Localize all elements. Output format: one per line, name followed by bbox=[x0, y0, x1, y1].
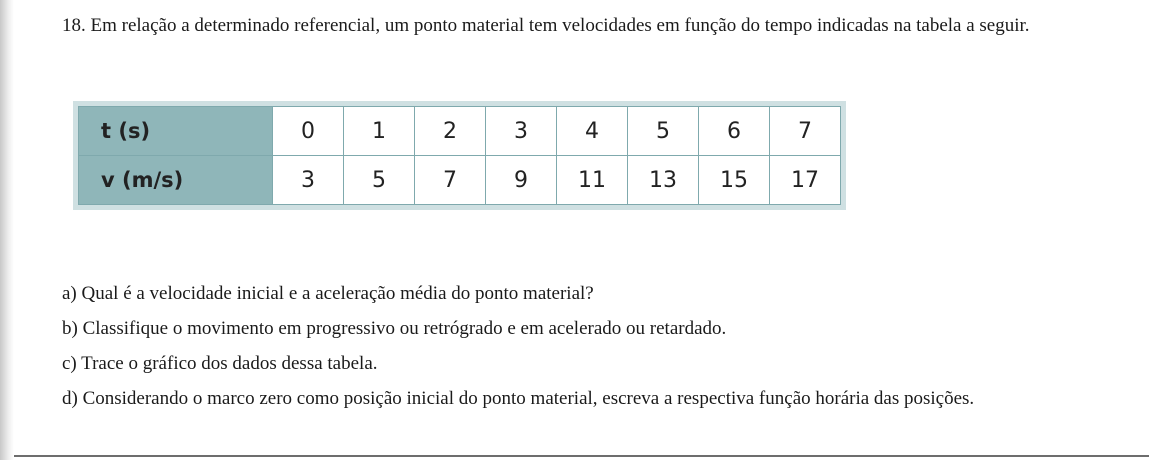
table-cell: 1 bbox=[344, 107, 415, 156]
question-item-a: a) Qual é a velocidade inicial e a aceleração média do ponto material? bbox=[62, 283, 594, 304]
table-cell: 9 bbox=[486, 156, 557, 205]
question-statement: 18. Em relação a determinado referencial, um ponto material tem velocidades em função do tempo indicadas na tabela a seguir. bbox=[62, 15, 1030, 36]
table-cell: 6 bbox=[699, 107, 770, 156]
table-row-time bbox=[79, 107, 841, 156]
table-cell: 5 bbox=[344, 156, 415, 205]
table-cell: 15 bbox=[699, 156, 770, 205]
table-cell: 7 bbox=[770, 107, 841, 156]
table-cell: 17 bbox=[770, 156, 841, 205]
page-left-edge bbox=[0, 0, 14, 460]
velocity-time-table bbox=[78, 106, 841, 205]
table-row-velocity bbox=[79, 156, 841, 205]
question-list bbox=[62, 282, 1122, 422]
bottom-divider bbox=[14, 455, 1149, 457]
table-cell: 3 bbox=[486, 107, 557, 156]
table-cell: 3 bbox=[273, 156, 344, 205]
table-cell: 11 bbox=[557, 156, 628, 205]
data-table-frame bbox=[73, 101, 846, 210]
question-item-c: c) Trace o gráfico dos dados dessa tabela. bbox=[62, 353, 378, 374]
table-cell: 2 bbox=[415, 107, 486, 156]
row-header-velocity: v (m/s) bbox=[79, 156, 273, 205]
table-cell: 0 bbox=[273, 107, 344, 156]
table-cell: 7 bbox=[415, 156, 486, 205]
table-cell: 4 bbox=[557, 107, 628, 156]
table-cell: 5 bbox=[628, 107, 699, 156]
row-header-time: t (s) bbox=[79, 107, 273, 156]
question-item-d: d) Considerando o marco zero como posição inicial do ponto material, escreva a respectiva função horária das posições. bbox=[62, 388, 975, 409]
table-cell: 13 bbox=[628, 156, 699, 205]
question-item-b: b) Classifique o movimento em progressivo ou retrógrado e em acelerado ou retardado. bbox=[62, 318, 727, 339]
